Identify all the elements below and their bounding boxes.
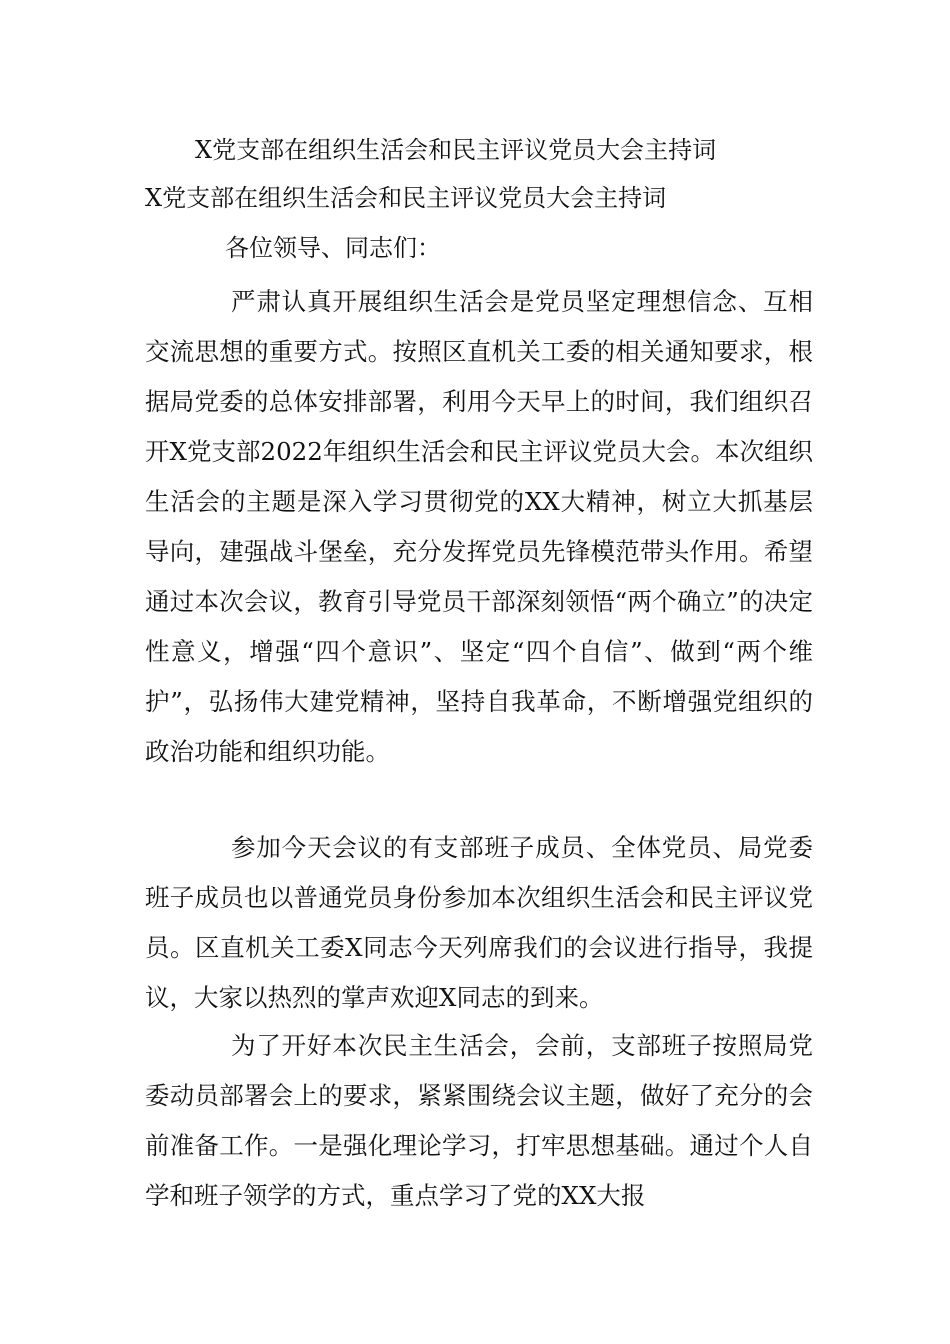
body-paragraph-3: 为了开好本次民主生活会，会前，支部班子按照局党委动员部署会上的要求，紧紧围绕会议主题，做好了充分的会前准备工作。一是强化理论学习，打牢思想基础。通过个人自学和班子领学的方式，重点学习了党的XX大报 [145,1031,813,1210]
document-subtitle: X党支部在组织生活会和民主评议党员大会主持词 [145,184,667,212]
body-paragraph-1: 严肃认真开展组织生活会是党员坚定理想信念、互相交流思想的重要方式。按照区直机关工委的相关通知要求，根据局党委的总体安排部署，利用今天早上的时间，我们组织召开X党支部2022年组织生活会和民主评议党员大会。本次组织生活会的主题是深入学习贯彻党的XX大精神，树立大抓基层导向，建强战斗堡垒，充分发挥党员先锋模范带头作用。希望通过本次会议，教育引导党员干部深刻领悟“两个确立”的决定性意义，增强“四个意识”、坚定“四个自信”、做到“两个维护”，弘扬伟大建党精神，坚持自我革命，不断增强党组织的政治功能和组织功能。 [145,287,813,766]
salutation: 各位领导、同志们： [225,234,441,262]
document-title: X党支部在组织生活会和民主评议党员大会主持词 [195,136,717,164]
body-paragraph-2: 参加今天会议的有支部班子成员、全体党员、局党委班子成员也以普通党员身份参加本次组织生活会和民主评议党员。区直机关工委X同志今天列席我们的会议进行指导，我提议，大家以热烈的掌声欢迎X同志的到来。 [145,833,813,1012]
